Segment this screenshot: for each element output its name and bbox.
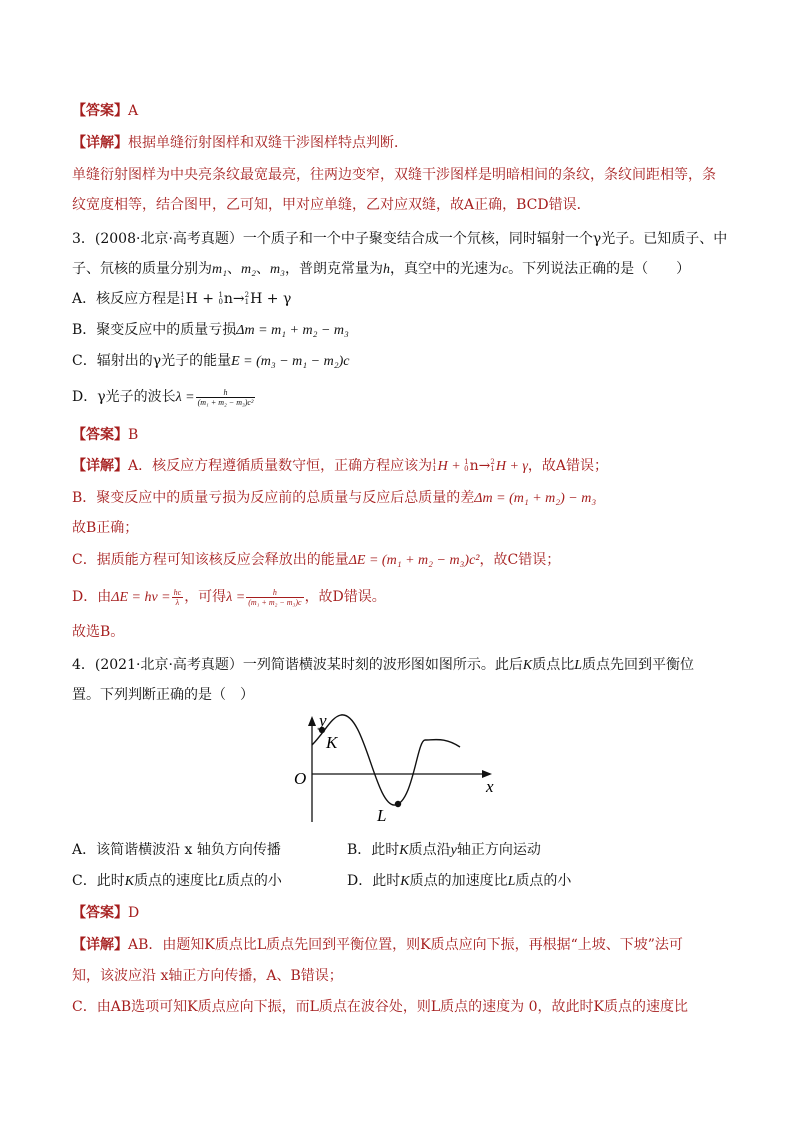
detail-3a-text: A．核反应方程遵循质量数守恒，正确方程应该为 — [128, 458, 433, 474]
q3-text-b: ，普朗克常量为 — [284, 261, 383, 277]
option-4c — [72, 871, 282, 892]
detail-4a — [72, 935, 683, 955]
answer-tag: 【答案】 — [72, 427, 128, 443]
detail-3d-text: D．由 — [72, 589, 112, 605]
option-3b — [72, 320, 349, 341]
detail-3c-eq: ΔE = (m₁ + m₂ − m₃)c² — [348, 553, 480, 568]
detail-3d — [72, 587, 386, 608]
fraction-numerator: h — [246, 588, 303, 598]
l-label: L — [377, 806, 387, 825]
option-4a: A．该简谐横波沿 x 轴负方向传播 — [72, 842, 281, 858]
point-l-dot — [395, 801, 401, 807]
wave-curve — [312, 715, 460, 805]
answer-value: D — [128, 905, 140, 921]
detail-3d-mid: ，可得 — [184, 589, 227, 605]
detail-3a-end: ，故A错误； — [527, 458, 609, 474]
point-l-label: L — [574, 658, 583, 673]
option-3b-eq: Δm = m₁ + m₂ − m₃ — [236, 323, 349, 338]
q3-sep2: 、 — [255, 261, 270, 277]
option-4b-y: y — [450, 843, 457, 858]
light-c: c — [501, 262, 509, 277]
option-3c — [72, 351, 349, 372]
nuclide-h1: 1 1 — [180, 291, 185, 306]
planck-h: h — [382, 262, 390, 277]
detail-3a — [72, 456, 608, 477]
detail-4a-text: AB．由题知K质点比L质点先回到平衡位置，则K质点应向下振，再根据“上坡、下坡”法可 — [128, 937, 683, 953]
answer-line-4 — [72, 903, 139, 923]
answer-value: A — [128, 103, 139, 119]
detail-line-2 — [72, 133, 408, 153]
nuclide-h2: 2 1 — [490, 458, 495, 473]
fraction-lambda — [246, 588, 303, 607]
option-3a — [72, 289, 291, 309]
fraction-numerator: hc — [173, 587, 182, 597]
option-3a-eq: H + — [185, 291, 219, 307]
option-4c-c: 质点的小 — [225, 873, 282, 889]
detail-3b-2: 故B正确； — [72, 520, 139, 536]
detail-3c-text: C．据质能方程可知该核反应会释放出的能量 — [72, 552, 349, 568]
option-4c-b: 质点的速度比 — [134, 873, 219, 889]
option-4d — [347, 871, 571, 892]
nuclide-h1: 1 1 — [432, 458, 437, 473]
fraction-numerator: h — [196, 388, 256, 398]
q3-text-a: 子、氘核的质量分别为 — [72, 261, 212, 277]
detail-4b: 知，该波应沿 x轴正方向传播，A、B错误； — [72, 968, 343, 984]
option-3a-eq2: n→ — [223, 291, 245, 307]
question-4-line-2: 置。下列判断正确的是（ ） — [72, 687, 254, 703]
option-4d-a: D．此时 — [347, 873, 401, 889]
q3-text-c: ，真空中的光速为 — [389, 261, 502, 277]
option-3d-lhs: λ = — [175, 390, 195, 405]
detail-line-2b: 单缝衍射图样为中央亮条纹最宽最亮，往两边变窄，双缝干涉图样是明暗相间的条纹，条纹间距相等，条 — [72, 167, 716, 183]
detail-tag: 【详解】 — [72, 458, 128, 474]
answer-tag: 【答案】 — [72, 905, 128, 921]
mass-m2: m₂ — [240, 262, 256, 277]
y-label: y — [319, 712, 327, 730]
point-k-label: K — [522, 658, 533, 673]
q4-text-a: 4．(2021·北京·高考真题）一列简谐横波某时刻的波形图如图所示。此后 — [72, 657, 523, 673]
detail-3c-end: ，故C错误； — [479, 552, 561, 568]
detail-3d-eq2: λ = — [226, 590, 246, 605]
fraction-denominator: (m₁ + m₂ − m₃)c — [248, 597, 302, 607]
option-4b-a: B．此时 — [347, 842, 400, 858]
q3-text-d: 。下列说法正确的是（ ） — [508, 261, 691, 277]
option-4d-b: 质点的加速度比 — [409, 873, 508, 889]
final-3: 故选B。 — [72, 624, 125, 640]
detail-line-2c: 纹宽度相等，结合图甲，乙可知，甲对应单缝，乙对应双缝，故A正确，BCD错误． — [72, 197, 591, 213]
detail-3b-text: B．聚变反应中的质量亏损为反应前的总质量与反应后总质量的差 — [72, 490, 475, 506]
q4-text-b: 质点比 — [532, 657, 575, 673]
k-label: K — [326, 733, 338, 752]
point-k-label: K — [400, 874, 410, 889]
answer-line-3 — [72, 425, 138, 445]
detail-3c — [72, 550, 560, 571]
option-4c-a: C．此时 — [72, 873, 125, 889]
point-k-label: K — [399, 843, 409, 858]
point-l-label: L — [218, 874, 226, 889]
q4-text-c: 质点先回到平衡位 — [582, 657, 695, 673]
option-3d-fraction — [196, 388, 256, 407]
option-3d — [72, 387, 256, 408]
point-l-label: L — [507, 874, 516, 889]
nuclide-n: 1 0 — [464, 458, 469, 473]
q3-sep1: 、 — [226, 261, 241, 277]
option-3c-eq: E = (m₃ − m₁ − m₂)c — [231, 354, 350, 369]
point-k-label: K — [124, 874, 135, 889]
answer-tag: 【答案】 — [72, 103, 128, 119]
detail-3a-eq2: n→ — [469, 458, 491, 474]
fraction-denominator: (m₁ + m₂ − m₃)c² — [197, 397, 254, 407]
mass-m3: m₃ — [269, 262, 285, 277]
option-3b-prefix: B．聚变反应中的质量亏损 — [72, 322, 237, 338]
wave-figure — [285, 712, 505, 832]
detail-tag: 【详解】 — [72, 135, 128, 151]
y-axis-arrow — [308, 716, 316, 726]
option-3d-prefix: D．γ光子的波长 — [72, 389, 176, 405]
x-label: x — [486, 777, 494, 796]
detail-4c: C．由AB选项可知K质点应向下振，而L质点在波谷处，则L质点的速度为 0，故此时K质点的速度比 — [72, 999, 688, 1015]
answer-line-2 — [72, 101, 138, 121]
question-4-line-1 — [72, 655, 694, 676]
option-3c-prefix: C．辐射出的γ光子的能量 — [72, 353, 232, 369]
option-4b — [347, 840, 541, 861]
nuclide-h2: 2 1 — [244, 291, 250, 306]
detail-3b-eq: Δm = (m₁ + m₂) − m₃ — [474, 491, 597, 506]
detail-3a-eq: H + — [437, 459, 465, 474]
question-3-line-2 — [72, 259, 690, 280]
origin-label: O — [294, 769, 307, 788]
option-4b-c: 轴正方向运动 — [456, 842, 541, 858]
detail-text: 根据单缝衍射图样和双缝干涉图样特点判断． — [128, 135, 408, 151]
detail-tag: 【详解】 — [72, 937, 128, 953]
detail-3a-eq3: H + γ — [495, 459, 528, 474]
detail-3d-end: ，故D错误。 — [304, 589, 386, 605]
mass-m1: m₁ — [212, 262, 227, 277]
option-4b-b: 质点沿 — [408, 842, 451, 858]
detail-3b — [72, 488, 596, 509]
question-3-line-1: 3．(2008·北京·高考真题）一个质子和一个中子聚变结合成一个氘核，同时辐射一个γ光子。已知质子、中 — [72, 231, 728, 247]
nuclide-n: 1 0 — [218, 291, 223, 306]
option-3a-eq3: H + γ — [250, 291, 292, 307]
option-4d-c: 质点的小 — [515, 873, 572, 889]
fraction-hc-lambda — [172, 588, 184, 607]
option-3a-prefix: A．核反应方程是 — [72, 291, 181, 307]
fraction-denominator: λ — [175, 597, 180, 607]
answer-value: B — [128, 427, 139, 443]
detail-3d-eq1: ΔE = hν = — [111, 590, 171, 605]
